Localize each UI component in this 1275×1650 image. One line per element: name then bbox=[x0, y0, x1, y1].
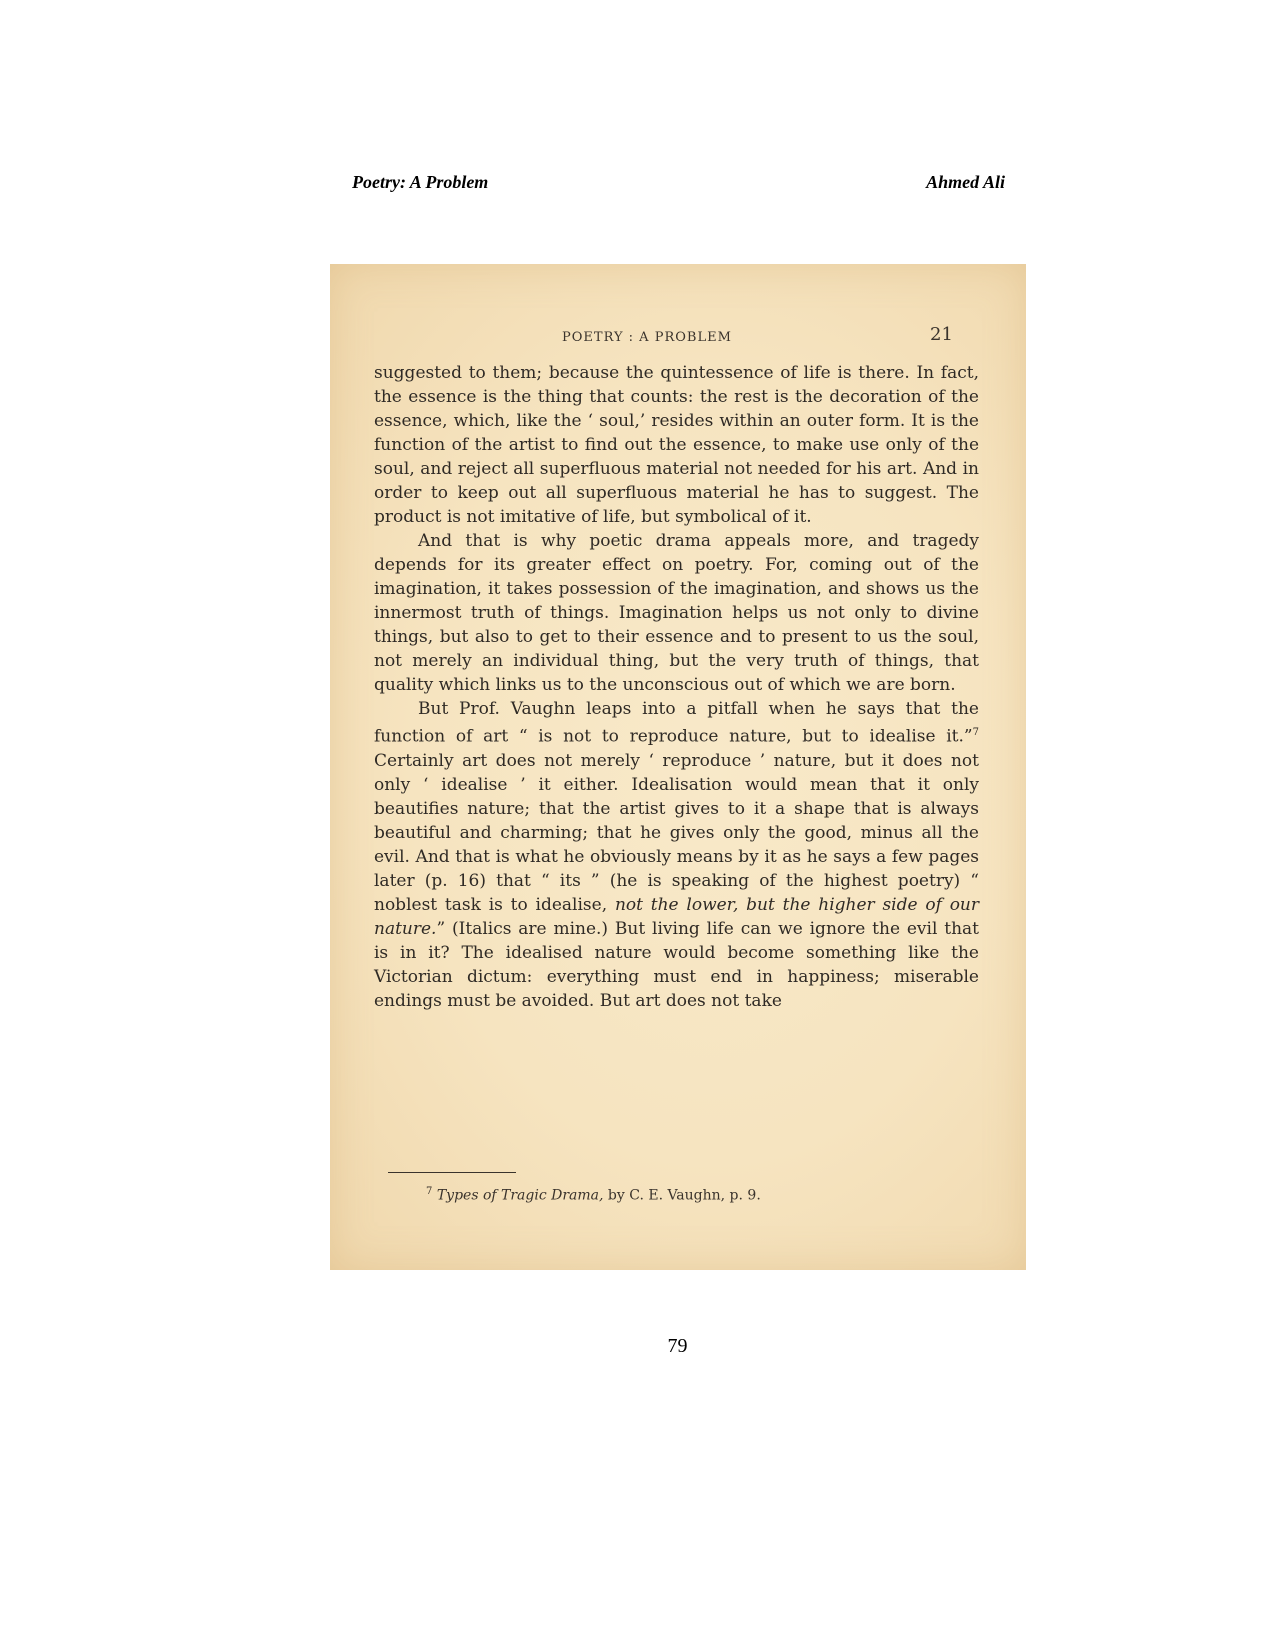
paragraph-2: And that is why poetic drama appeals more, and tragedy depends for its greater effect on poetry. For, coming out of the imagination, it takes possession of the imagination, and shows us the innermost truth of things. Imagination helps us not only to divine things, but also to get to their essence and to present to us the soul, not merely an individual thing, but the very truth of things, that quality which links us to the unconscious out of which we are born. bbox=[374, 531, 979, 695]
paragraph-3-part-b: Certainly art does not merely ‘ reproduce ’ nature, but it does not only ‘ idealise ’ it either. Idealisation would mean that it only beautifies nature; that the artist gives to it a shape that is always beautiful and charming; that he gives only the good, minus all the evil. And that is what he obviously means by it as he says a few pages later (p. 16) that “ its ” (he is speaking of the highest poetry) “ noblest task is to idealise, bbox=[374, 750, 979, 915]
page-number: 79 bbox=[667, 1335, 688, 1357]
paragraph-3-part-a: But Prof. Vaughn leaps into a pitfall when he says that the function of art “ is not to reproduce nature, but to idealise it.” bbox=[374, 699, 979, 747]
footnote-reference: 7 bbox=[972, 727, 979, 738]
body-text bbox=[374, 361, 979, 1013]
footnote-citation: by C. E. Vaughn, p. 9. bbox=[603, 1187, 761, 1204]
footnote-work-title: Types of Tragic Drama, bbox=[436, 1187, 604, 1204]
running-head-title: Poetry: A Problem bbox=[352, 172, 489, 192]
paragraph-1: suggested to them; because the quintessence of life is there. In fact, the essence is the thing that counts: the rest is the decoration of the essence, which, like the ‘ soul,’ resides within an outer form. It is the function of the artist to find out the essence, to make use only of the soul, and reject all superfluous material not needed for his art. And in order to keep out all superfluous material he has to suggest. The product is not imitative of life, but symbolical of it. bbox=[374, 363, 979, 527]
paragraph-3 bbox=[374, 697, 979, 1013]
paragraph-3-italic-quote: not the lower, but the higher side of our nature. bbox=[374, 894, 980, 939]
book-header-page-number: 21 bbox=[930, 324, 953, 345]
footnote-divider bbox=[388, 1172, 516, 1173]
book-header-title: POETRY : A PROBLEM bbox=[562, 330, 732, 345]
running-head-author: Ahmed Ali bbox=[926, 172, 1005, 192]
scanned-book-page bbox=[330, 264, 1026, 1270]
paragraph-3-part-c: ” (Italics are mine.) But living life can we ignore the evil that is in it? The idealised nature would become something like the Victorian dictum: everything must end in happiness; miserable endings must be avoided. But art does not take bbox=[374, 918, 979, 1011]
footnote bbox=[426, 1186, 761, 1204]
footnote-marker: 7 bbox=[426, 1186, 433, 1197]
